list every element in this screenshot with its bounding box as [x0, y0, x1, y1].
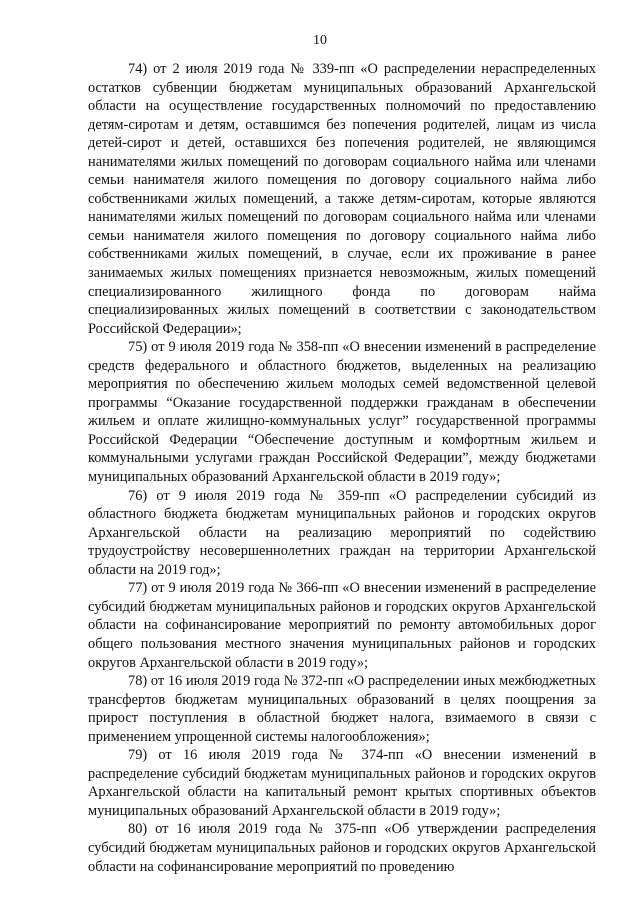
list-item-78: 78) от 16 июля 2019 года № 372-пп «О распределении иных межбюджетных трансфертов бюджетам муниципальных образований в целях поощрения за прирост поступления в областной бюджет налога, взимаемого в связи с применением упрощенной системы налогообложения»; [88, 673, 596, 745]
list-item-79: 79) от 16 июля 2019 года № 374-пп «О внесении изменений в распределение субсидий бюджетам муниципальных районов и городских округов Архангельской области на капитальный ремонт крытых спортивных объектов муниципальных образований Архангельской области в 2019 году»; [88, 747, 596, 819]
list-item-74: 74) от 2 июля 2019 года № 339-пп «О распределении нераспределенных остатков субвенции бюджетам муниципальных образований Архангельской области на осуществление государственных полномочий по предоставлению детям-сиротам и детям, оставшимся без попечения родителей, лицам из числа детей-сирот и детей, оставшихся без попечения родителей, не являющимся нанимателями жилых помещений по договорам социального найма или членами семьи нанимателя жилого помещения по договору социального найма либо собственниками жилых помещений, а также детям-сиротам, которые являются нанимателями жилых помещений по договорам социального найма или членами семьи нанимателя жилого помещения по договору социального найма либо собственниками жилых помещений, в случае, если их проживание в ранее занимаемых жилых помещениях признается невозможным, жилых помещений специализированного жилищного фонда по договорам найма специализированных жилых помещений в соответствии с законодательством Российской Федерации»; [88, 61, 596, 337]
list-item-76: 76) от 9 июля 2019 года № 359-пп «О распределении субсидий из областного бюджета бюджетам муниципальных районов и городских округов Архангельской области на реализацию мероприятий по содействию трудоустройству несовершеннолетних граждан на территории Архангельской области на 2019 год»; [88, 487, 596, 578]
list-item-77: 77) от 9 июля 2019 года № 366-пп «О внесении изменений в распределение субсидий бюджетам муниципальных районов и городских округов Архангельской области на софинансирование мероприятий по ремонту автомобильных дорог общего пользования местного значения муниципальных районов и городских округов Архангельской области в 2019 году»; [88, 580, 596, 671]
document-body [88, 60, 596, 876]
list-item-80: 80) от 16 июля 2019 года № 375-пп «Об утверждении распределения субсидий бюджетам муниципальных районов и городских округов Архангельской области на софинансирование мероприятий по проведению [88, 821, 596, 875]
page-number: 10 [313, 33, 327, 48]
list-item-75: 75) от 9 июля 2019 года № 358-пп «О внесении изменений в распределение средств федерального и областного бюджетов, выделенных на реализацию мероприятия по обеспечению жильем молодых семей ведомственной целевой программы “Оказание государственной поддержки гражданам в обеспечении жильем и оплате жилищно-коммунальных услуг” государственной программы Российской Федерации “Обеспечение доступным и комфортным жильем и коммунальными услугами граждан Российской Федерации”, между бюджетами муниципальных образований Архангельской области в 2019 году»; [88, 339, 596, 486]
